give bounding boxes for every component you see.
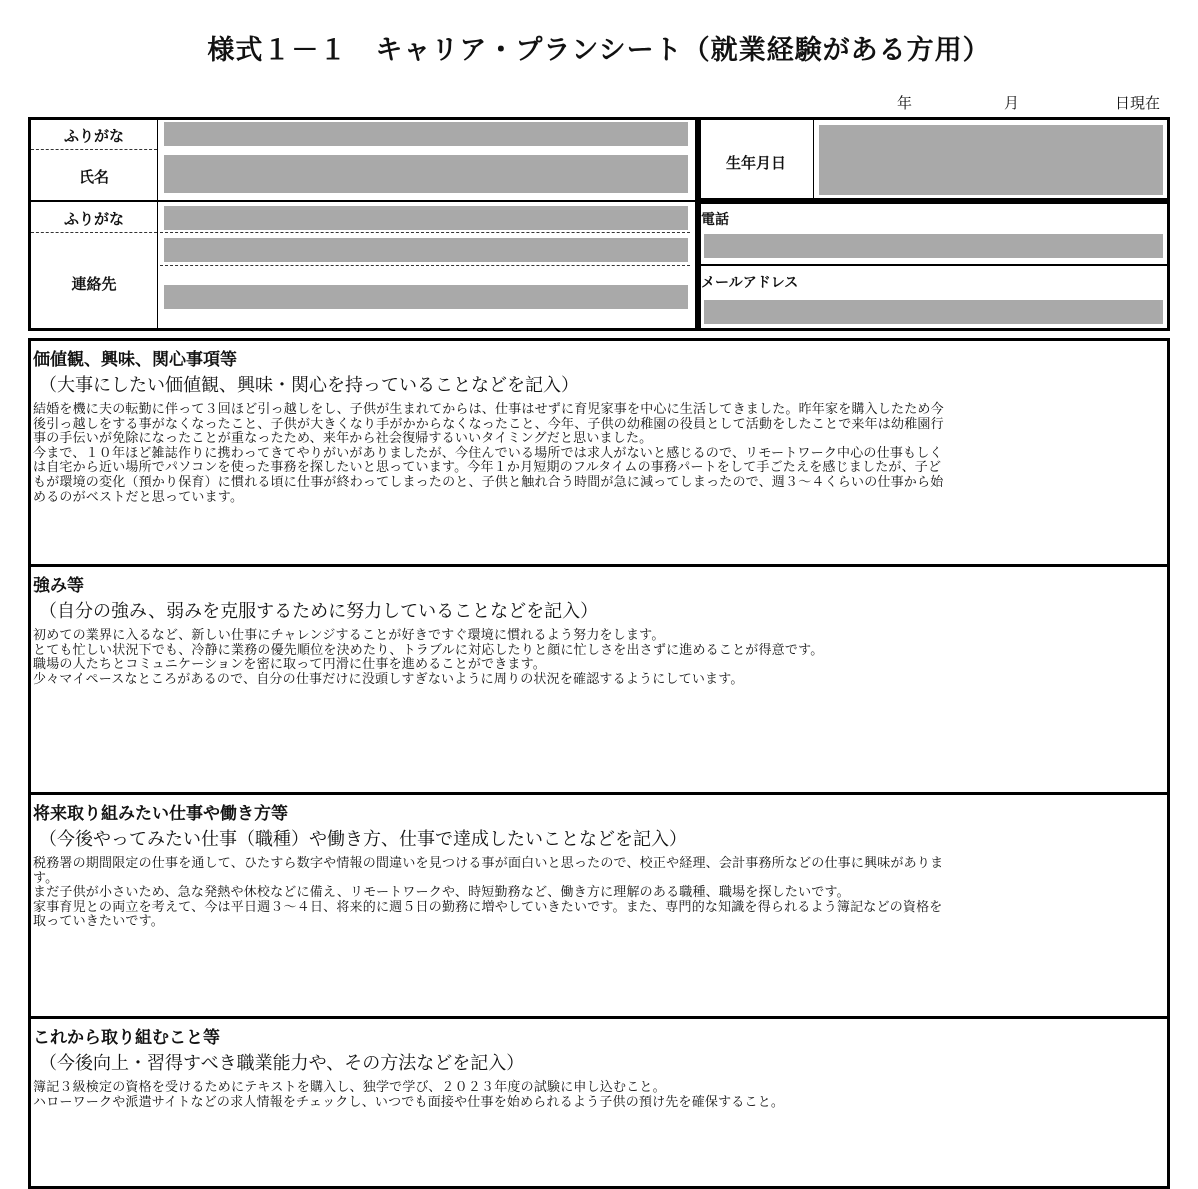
furigana2-label: ふりがな [63,210,124,228]
section-next-steps-subheading: （今後向上・習得すべき職業能力や、その方法などを記入） [39,1053,525,1074]
birthdate-label: 生年月日 [725,154,786,172]
name-redacted [164,155,688,193]
section-strengths [28,567,1170,795]
address-line1-redacted [164,238,688,262]
phone-redacted [704,234,1163,258]
furigana-redacted [164,122,688,146]
email-redacted [704,300,1163,324]
section-future-work-body: 税務署の期間限定の仕事を通して、ひたすら数字や情報の間違いを見つける事が面白いと思ったので、校正や経理、会計事務所などの仕事に興味がありま す。 まだ子供が小さいため、急な発熱や休校などに備え、リモートワークや、時短勤務など、働き方に理解のある職種、職場を探したいです。 家事育児との両立を考えて、今は平日週３～４日、将来的に週５日の勤務に増やしていきたいです。また、専門的な知識を得られるよう簿記などの資格を 取っていきたいです。 [33,856,944,930]
section-strengths-subheading: （自分の強み、弱みを克服するために努力していることなどを記入） [39,601,599,622]
section-future-work-heading: 将来取り組みたい仕事や働き方等 [33,804,288,824]
section-values [28,341,1170,567]
section-values-body: 結婚を機に夫の転勤に伴って３回ほど引っ越しをし、子供が生まれてからは、仕事はせずに育児家事を中心に生活してきました。昨年家を購入したため今 後引っ越しをする事がなくなったこと、子供が大きくなり手がかからなくなったこと、今年、子供の幼稚園の役員として活動をしたことで来年は幼稚園行 事の手伝いが免除になったことが重なったため、来年から社会復帰するいいタイミングだと思いました。 今まで、１０年ほど雑誌作りに携わってきてやりがいがありましたが、今住んでいる場所では求人がないと感じるので、リモートワーク中心の仕事もしく は自宅から近い場所でパソコンを使った事務を探したいと思っています。今年１か月短期のフルタイムの事務パートをして手ごたえを感じましたが、子ど もが環境の変化（預かり保育）に慣れる頃に仕事が終わってしまったのと、子供と触れ合う時間が急に減ってしまったので、週３～４くらいの仕事から始 めるのがベストだと思っています。 [33,402,944,505]
phone-label: 電話 [701,212,729,228]
address-line2-redacted [164,285,688,309]
section-strengths-body: 初めての業界に入るなど、新しい仕事にチャレンジすることが好きですぐ環境に慣れるよう努力をします。 とても忙しい状況下でも、冷静に業務の優先順位を決めたり、トラブルに対応したりと顔に忙しさを出さずに進めることが得意です。 職場の人たちとコミュニケーションを密に取って円滑に仕事を進めることができます。 少々マイペースなところがあるので、自分の仕事だけに没頭しすぎないように周りの状況を確認するようにしています。 [33,628,824,687]
section-strengths-heading: 強み等 [33,576,84,596]
name-label: 氏名 [78,168,109,186]
furigana-label: ふりがな [63,127,124,145]
contact-label: 連絡先 [71,275,117,293]
section-values-subheading: （大事にしたい価値観、興味・関心を持っていることなどを記入） [39,375,579,396]
section-next-steps-body: 簿記３級検定の資格を受けるためにテキストを購入し、独学で学び、２０２３年度の試験に申し込むこと。 ハローワークや派遣サイトなどの求人情報をチェックし、いつでも面接や仕事を始められるよう子供の預け先を確保すること。 [33,1080,785,1110]
section-next-steps-heading: これから取り組むこと等 [33,1028,220,1048]
date-day-label: 日現在 [1115,94,1161,112]
section-future-work-subheading: （今後やってみたい仕事（職種）や働き方、仕事で達成したいことなどを記入） [39,829,687,850]
page-title: 様式１－１ キャリア・プランシート（就業経験がある方用） [207,35,991,66]
email-label: メールアドレス [701,275,799,291]
date-year-label: 年 [897,94,913,112]
date-month-label: 月 [1004,94,1020,112]
section-values-heading: 価値観、興味、関心事項等 [33,350,237,370]
section-future-work [28,795,1170,1019]
contact-furigana-redacted [164,206,688,230]
section-next-steps [28,1019,1170,1189]
birthdate-redacted [819,125,1163,195]
